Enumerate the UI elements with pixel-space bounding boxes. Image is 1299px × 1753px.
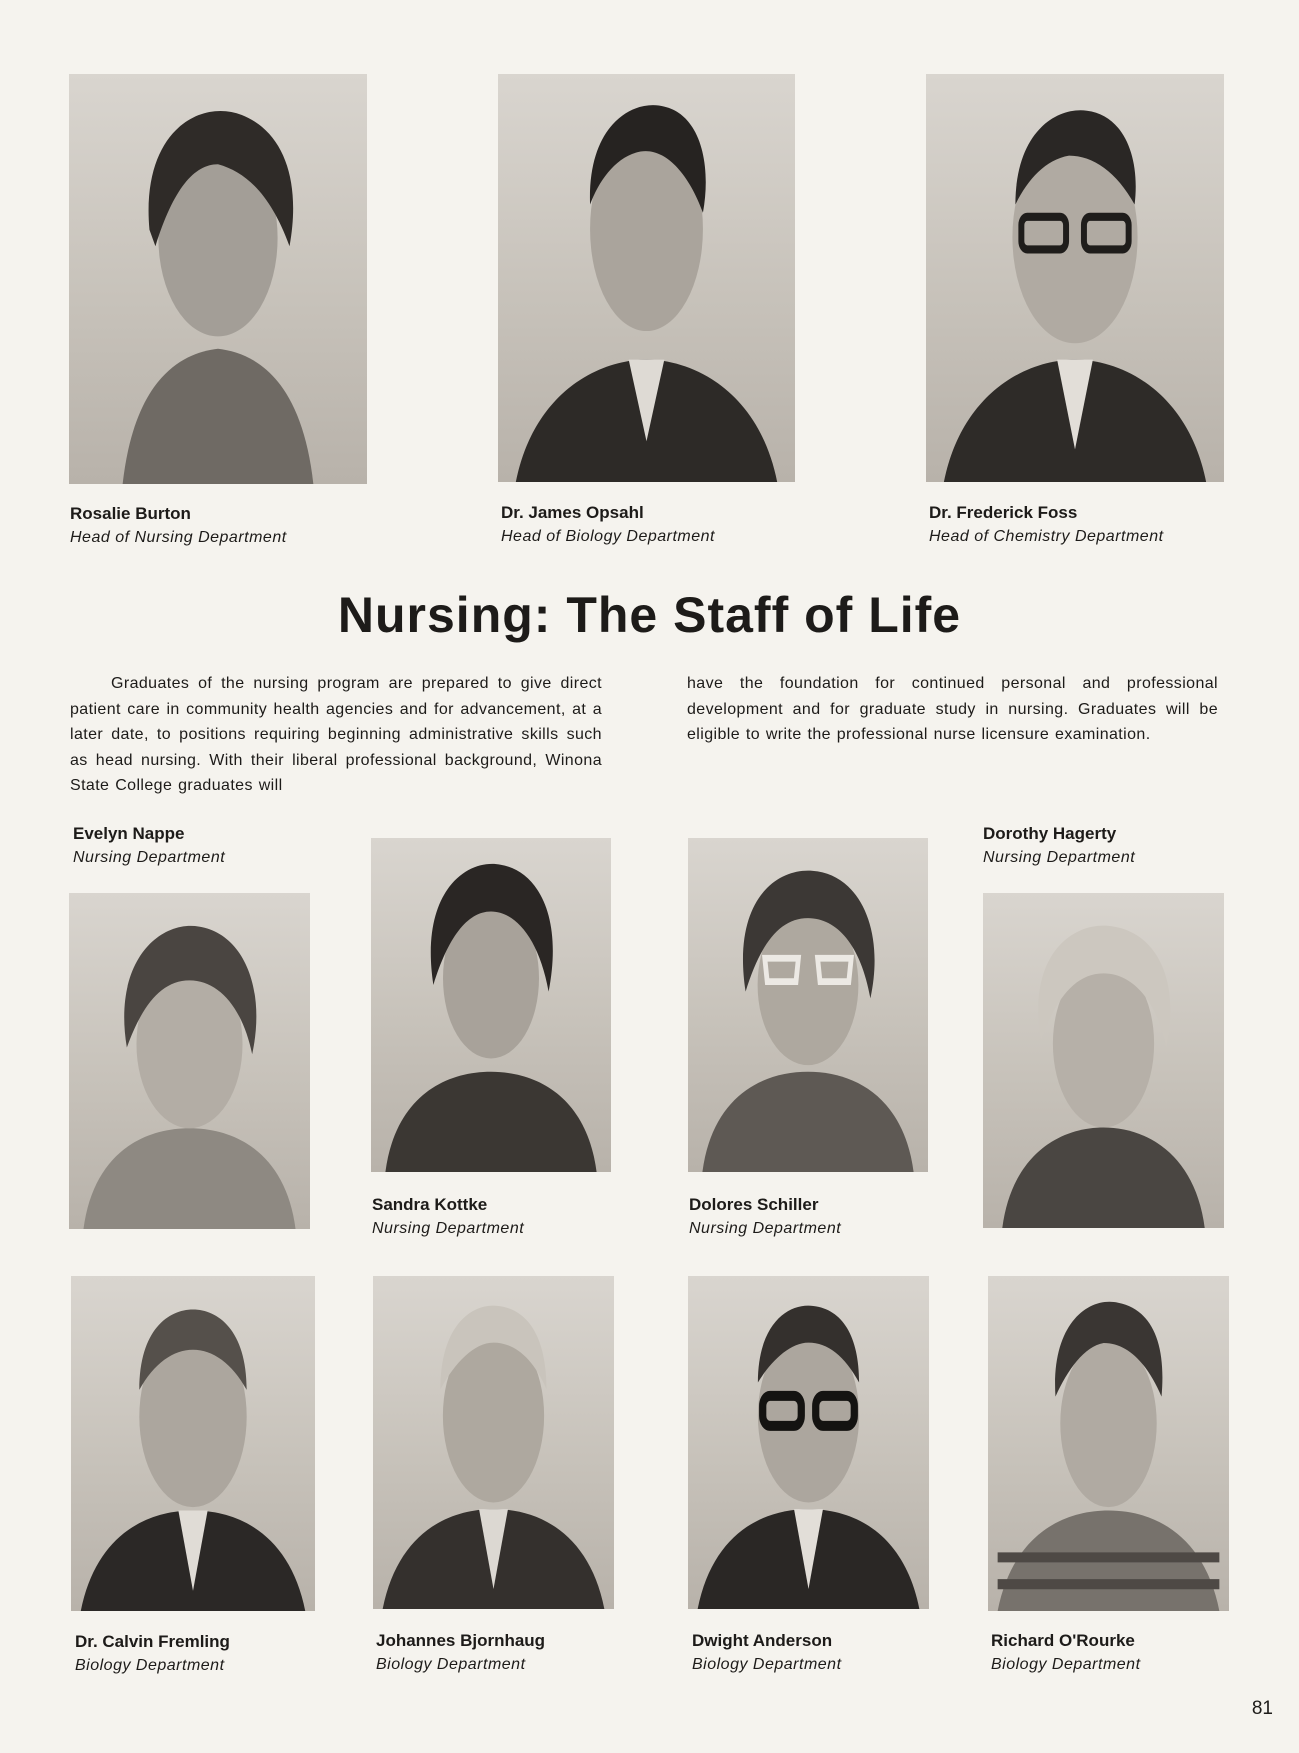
body-text-right: have the foundation for continued personal and professional development and for graduate study in nursing. Graduates will be eligible to write the professional nurse licensure examination. <box>687 675 1218 744</box>
person-role: Nursing Department <box>372 1220 525 1237</box>
portrait-evelyn-nappe <box>69 893 310 1229</box>
person-name: Dr. James Opsahl <box>501 503 644 522</box>
person-name: Dr. Frederick Foss <box>929 503 1078 522</box>
body-text-left: Graduates of the nursing program are prepared to give direct patient care in community health agencies and for advancement, at a later date, to positions requiring beginning administrative skills such as head nursing. With their liberal professional background, Winona State College graduates will <box>70 675 602 795</box>
person-name: Dwight Anderson <box>692 1631 833 1650</box>
portrait-calvin-fremling <box>71 1276 315 1611</box>
person-name: Dr. Calvin Fremling <box>75 1632 230 1651</box>
caption-richard-orourke <box>991 1629 1261 1677</box>
portrait-dorothy-hagerty <box>983 893 1224 1228</box>
caption-evelyn-nappe <box>73 822 343 870</box>
caption-calvin-fremling <box>75 1630 345 1678</box>
person-role: Biology Department <box>692 1656 842 1673</box>
caption-frederick-foss <box>929 501 1199 549</box>
page-number: 81 <box>1251 1698 1273 1719</box>
portrait-dolores-schiller <box>688 838 928 1172</box>
person-role: Biology Department <box>376 1656 526 1673</box>
person-role: Head of Chemistry Department <box>929 528 1164 545</box>
caption-johannes-bjornhaug <box>376 1629 646 1677</box>
caption-dolores-schiller <box>689 1193 959 1241</box>
person-role: Nursing Department <box>689 1220 842 1237</box>
caption-rosalie-burton <box>70 502 340 550</box>
person-role: Biology Department <box>75 1657 225 1674</box>
portrait-richard-orourke <box>988 1276 1229 1611</box>
caption-dorothy-hagerty <box>983 822 1253 870</box>
person-name: Richard O'Rourke <box>991 1631 1135 1650</box>
person-role: Head of Nursing Department <box>70 529 287 546</box>
portrait-frederick-foss <box>926 74 1224 482</box>
person-name: Johannes Bjornhaug <box>376 1631 546 1650</box>
page-title: Nursing: The Staff of Life <box>337 587 962 643</box>
person-name: Sandra Kottke <box>372 1195 488 1214</box>
person-role: Head of Biology Department <box>501 528 715 545</box>
portrait-johannes-bjornhaug <box>373 1276 614 1609</box>
person-name: Rosalie Burton <box>70 504 191 523</box>
caption-james-opsahl <box>501 501 771 549</box>
person-role: Nursing Department <box>983 849 1136 866</box>
person-name: Evelyn Nappe <box>73 824 185 843</box>
person-name: Dorothy Hagerty <box>983 824 1117 843</box>
person-role: Biology Department <box>991 1656 1141 1673</box>
person-role: Nursing Department <box>73 849 226 866</box>
portrait-dwight-anderson <box>688 1276 929 1609</box>
caption-dwight-anderson <box>692 1629 962 1677</box>
portrait-james-opsahl <box>498 74 795 482</box>
person-name: Dolores Schiller <box>689 1195 819 1214</box>
portrait-rosalie-burton <box>69 74 367 484</box>
portrait-sandra-kottke <box>371 838 611 1172</box>
caption-sandra-kottke <box>372 1193 642 1241</box>
